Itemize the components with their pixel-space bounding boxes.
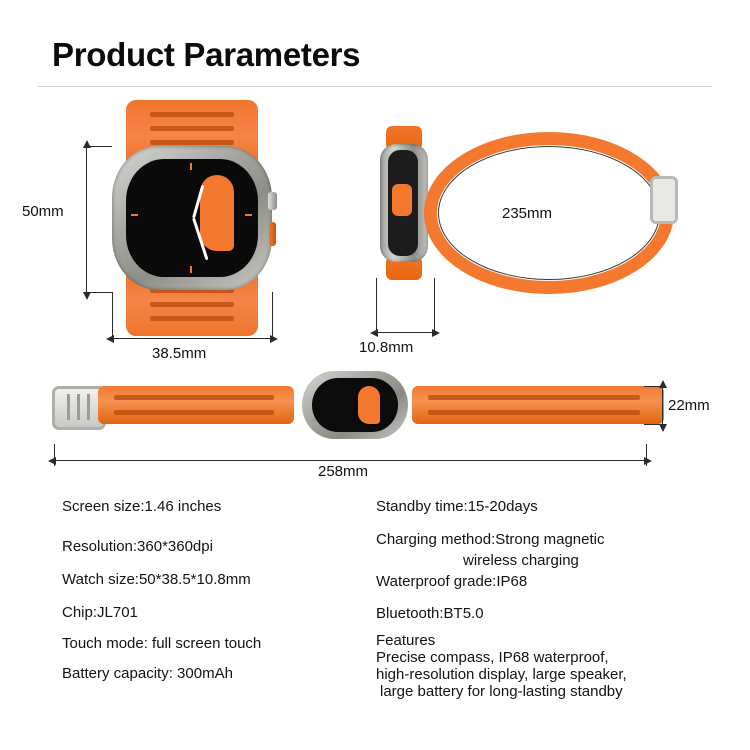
side-thickness-arrow-right — [432, 329, 440, 337]
front-width-dim-line — [112, 338, 272, 339]
front-width-label: 38.5mm — [152, 345, 207, 362]
spec-chip: Chip:JL701 — [62, 604, 138, 621]
crown-icon — [268, 192, 277, 210]
front-height-ext-bottom — [86, 292, 112, 293]
spec-features-line-2: high-resolution display, large speaker, — [376, 666, 627, 683]
front-width-arrow-right — [270, 335, 278, 343]
front-height-label: 50mm — [22, 203, 64, 220]
watch-full-band-view — [52, 368, 652, 442]
watch-case-front — [112, 146, 272, 290]
side-thickness-dim-line — [376, 332, 434, 333]
spec-features-heading: Features — [376, 632, 436, 649]
side-thickness-arrow-left — [370, 329, 378, 337]
band-watch-face-graphic — [358, 386, 380, 424]
band-length-arrow-left — [48, 457, 56, 465]
front-width-arrow-left — [106, 335, 114, 343]
spec-battery-capacity: Battery capacity: 300mAh — [62, 665, 233, 682]
watch-screen-front — [126, 159, 258, 277]
front-width-ext-left — [112, 292, 113, 340]
spec-charging-method-cont: wireless charging — [463, 552, 579, 569]
spec-touch-mode: Touch mode: full screen touch — [62, 635, 262, 652]
front-width-ext-right — [272, 292, 273, 340]
band-watch-screen — [312, 378, 398, 432]
band-right-segment — [412, 386, 664, 424]
spec-charging-method: Charging method:Strong magnetic — [376, 531, 605, 548]
spec-features-line-3: large battery for long-lasting standby — [380, 683, 623, 700]
front-height-arrow-bottom — [83, 292, 91, 300]
band-length-arrow-right — [644, 457, 652, 465]
front-height-dim-line — [86, 146, 87, 292]
band-width-dim-line — [662, 386, 663, 424]
side-button-icon — [269, 222, 276, 246]
page-title: Product Parameters — [52, 36, 361, 73]
band-width-label: 22mm — [668, 397, 710, 414]
band-width-ext-top — [644, 386, 664, 387]
band-length-dim-line — [54, 460, 646, 461]
band-left-segment — [98, 386, 294, 424]
side-thickness-label: 10.8mm — [359, 339, 414, 356]
band-width-arrow-bottom — [659, 424, 667, 432]
spec-standby-time: Standby time:15-20days — [376, 498, 538, 515]
band-width-ext-bottom — [644, 424, 664, 425]
band-circumference-label: 235mm — [502, 205, 553, 222]
spec-screen-size: Screen size:1.46 inches — [62, 498, 222, 515]
front-height-ext-top — [86, 146, 112, 147]
spec-waterproof-grade: Waterproof grade:IP68 — [376, 573, 528, 590]
side-thickness-ext-left — [376, 278, 377, 332]
watch-face-graphic — [200, 175, 234, 251]
side-button-orange-icon — [392, 184, 412, 216]
watch-front-view — [104, 100, 280, 336]
spec-bluetooth: Bluetooth:BT5.0 — [376, 605, 484, 622]
side-thickness-ext-right — [434, 278, 435, 332]
spec-resolution: Resolution:360*360dpi — [62, 538, 213, 555]
spec-features-line-1: Precise compass, IP68 waterproof, — [376, 649, 609, 666]
title-divider — [38, 86, 712, 87]
spec-watch-size: Watch size:50*38.5*10.8mm — [62, 571, 251, 588]
band-length-label: 258mm — [318, 463, 369, 480]
band-clasp-icon — [650, 176, 678, 224]
band-watch-head — [296, 368, 414, 442]
